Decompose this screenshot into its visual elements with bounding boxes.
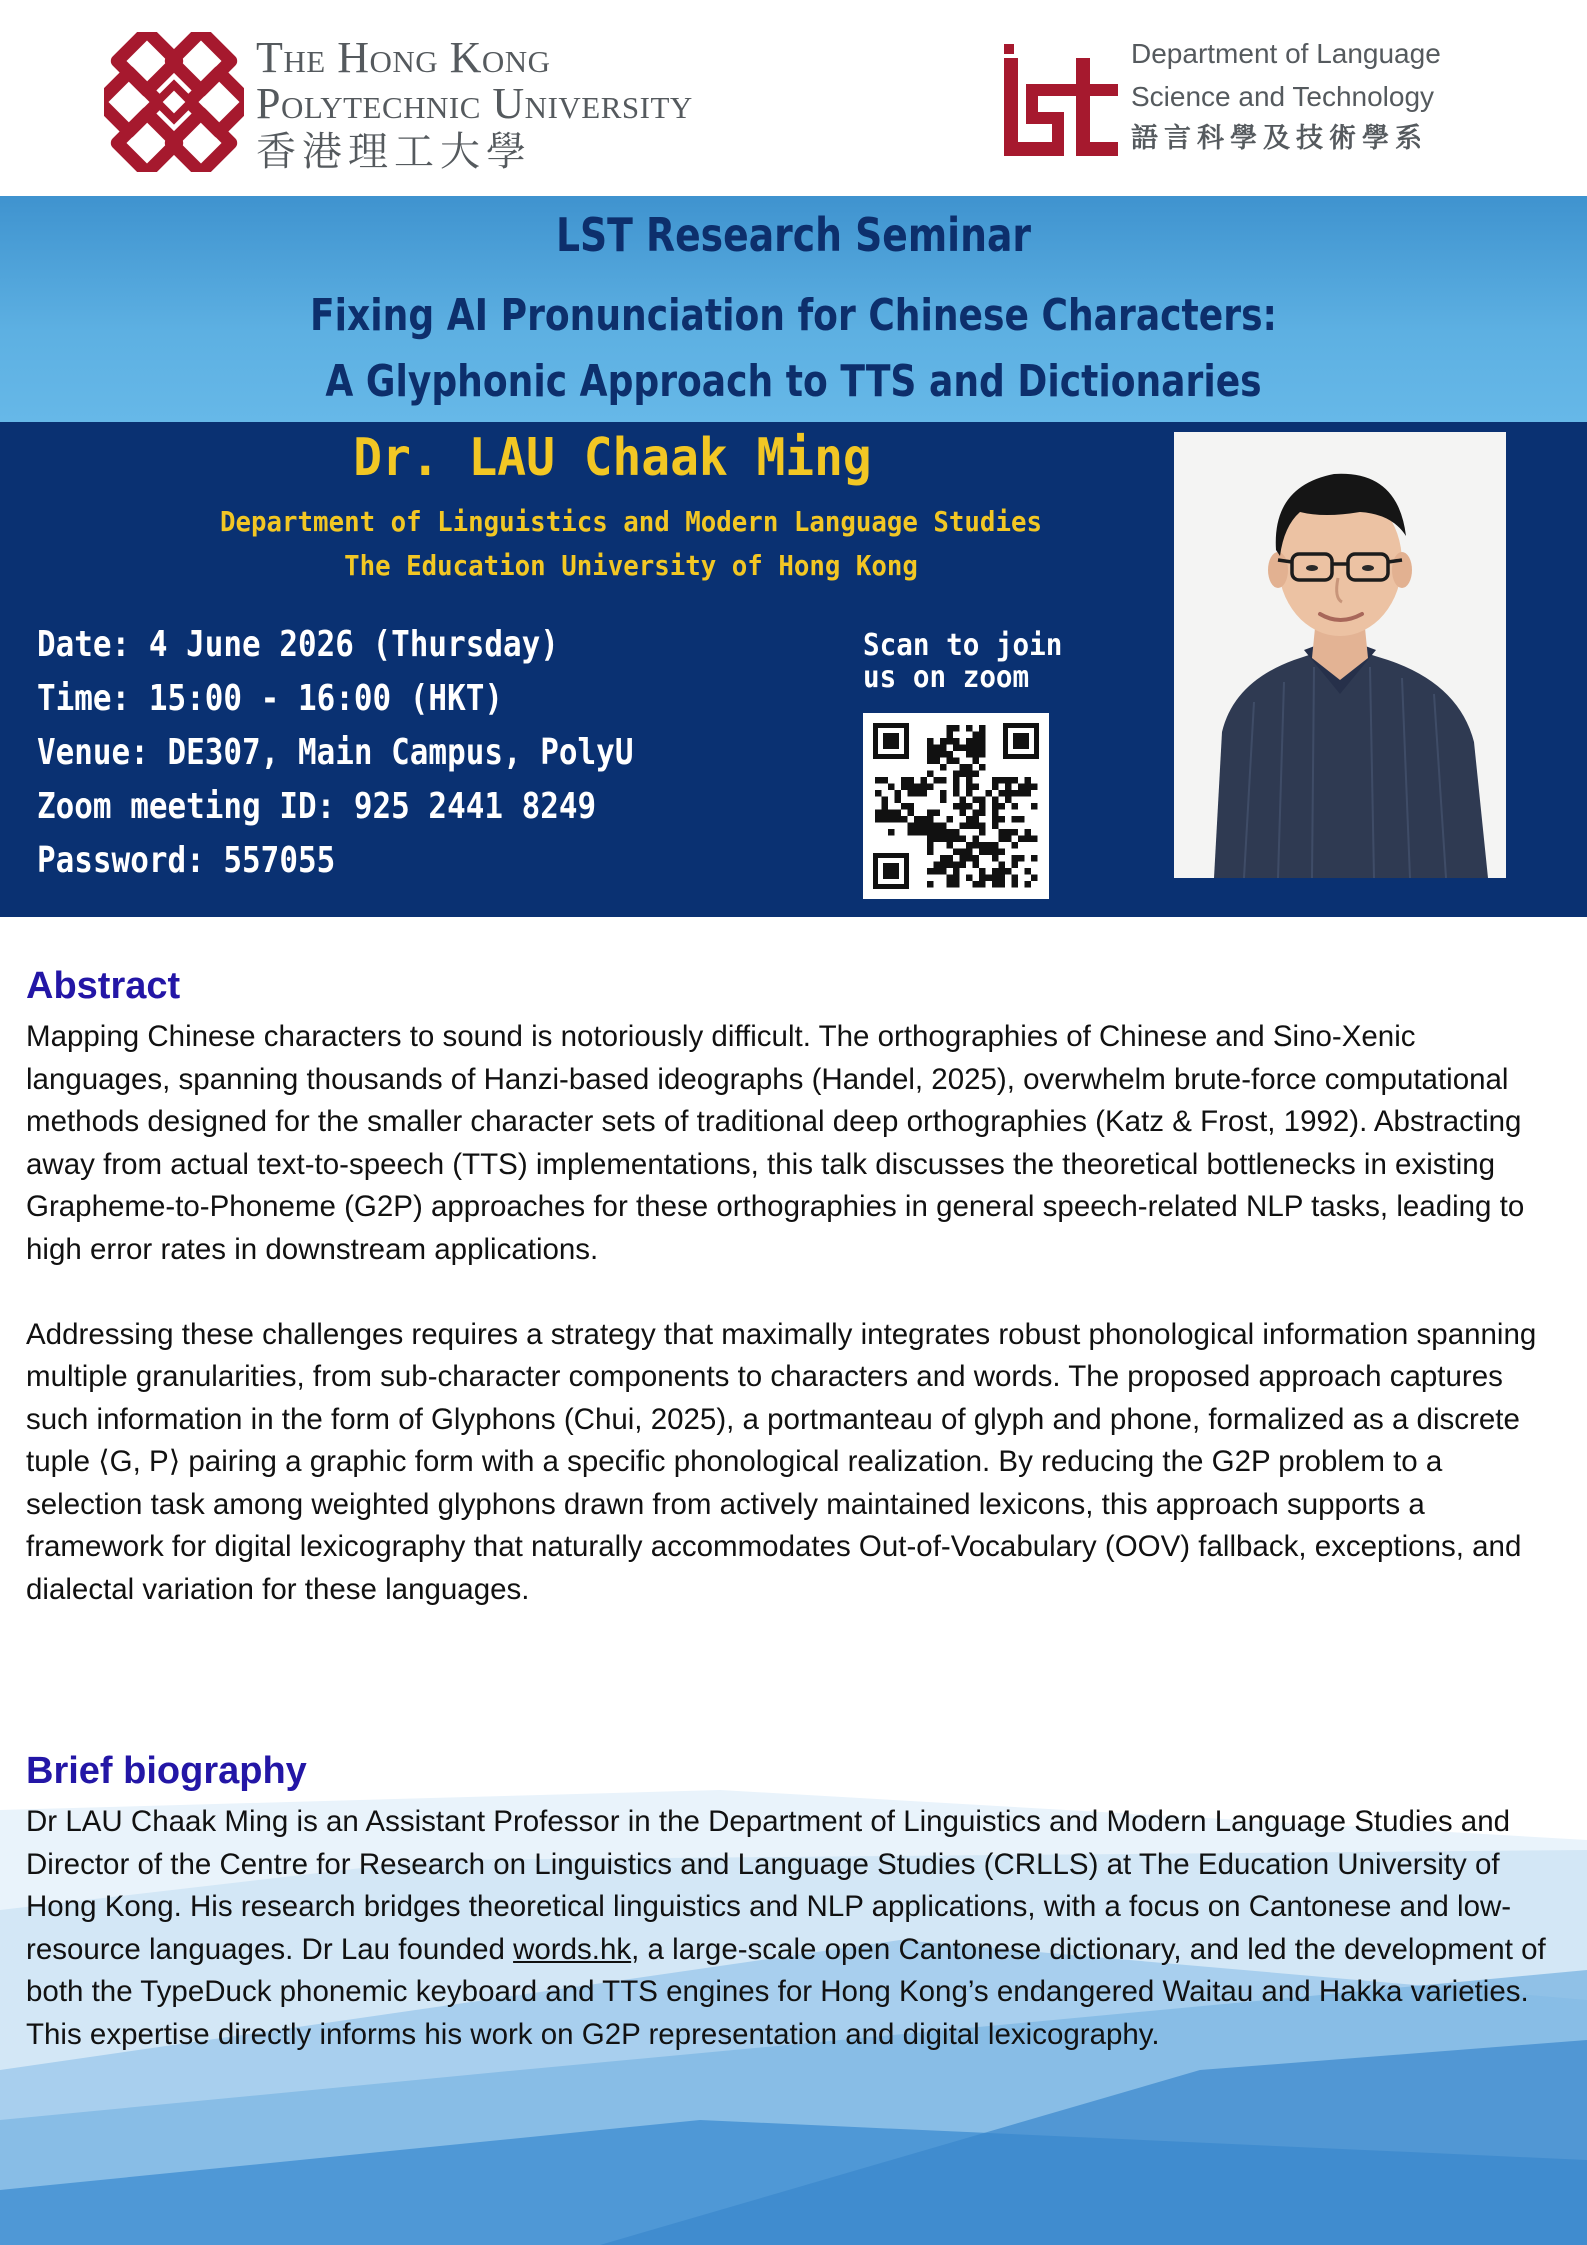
biography-heading: Brief biography: [26, 1750, 307, 1792]
words-hk-link[interactable]: words.hk: [513, 1932, 632, 1966]
university-name-line1: The Hong Kong: [256, 33, 551, 82]
abstract-heading: Abstract: [26, 965, 181, 1007]
event-zoom-id: Zoom meeting ID: 925 2441 8249: [37, 786, 597, 827]
department-name-line1: Department of Language: [1131, 38, 1441, 69]
scan-instruction-line2: us on zoom: [863, 660, 1030, 695]
talk-title-line1: Fixing AI Pronunciation for Chinese Characters:: [310, 290, 1277, 341]
event-password: Password: 557055: [37, 840, 336, 881]
biography-text: [26, 1801, 1566, 2056]
seminar-label: LST Research Seminar: [555, 208, 1032, 262]
scan-instruction-line1: Scan to join: [863, 628, 1063, 663]
lst-logo-icon: [1000, 44, 1118, 158]
speaker-affiliation-line1: Department of Linguistics and Modern Language Studies: [220, 505, 1042, 538]
abstract-paragraph-1: Mapping Chinese characters to sound is notoriously difficult. The orthographies of Chinese and Sino-Xenic languages, spanning thousands of Hanzi-based ideographs (Handel, 2025), overwhelm brute-force computational methods designed for the smaller character sets of traditional deep orthographies (Katz & Frost, 1992). Abstracting away from actual text-to-speech (TTS) implementations, this talk discusses the theoretical bottlenecks in existing Grapheme-to-Phoneme (G2P) approaches for these orthographies in general speech-related NLP tasks, leading to high error rates in downstream applications.: [26, 1020, 1525, 1266]
department-name-chinese: 語言科學及技術學系: [1131, 123, 1428, 154]
speaker-photo: [1174, 432, 1506, 878]
biography-text-part2: , a large-scale open Cantonese dictionary, and led the development of both the TypeDuck phonemic keyboard and TTS engines for Hong Kong’s endangered Waitau and Hakka varieties. This expertise directly informs his work on G2P representation and digital lexicography.: [26, 1932, 1546, 2051]
speaker-affiliation-line2: The Education University of Hong Kong: [344, 549, 918, 582]
university-name: [256, 33, 693, 175]
biography-text-part1: Dr LAU Chaak Ming is an Assistant Professor in the Department of Linguistics and Modern Language Studies and Director of the Centre for Research on Linguistics and Language Studies (CRLLS) at The Education University of Hong Kong. His research bridges theoretical linguistics and NLP applications, with a focus on Cantonese and low-resource languages. Dr Lau founded: [26, 1805, 1512, 1966]
university-name-chinese: 香港理工大學: [256, 129, 532, 175]
scan-instruction: [863, 630, 1062, 694]
speaker-name: Dr. LAU Chaak Ming: [353, 428, 872, 488]
department-name-line2: Science and Technology: [1131, 81, 1435, 112]
talk-title-line2: A Glyphonic Approach to TTS and Dictionaries: [325, 356, 1262, 407]
abstract-text: [26, 1016, 1566, 1611]
polyu-logo-icon: [104, 32, 244, 172]
event-venue: Venue: DE307, Main Campus, PolyU: [37, 732, 634, 773]
event-time: Time: 15:00 - 16:00 (HKT): [37, 678, 503, 719]
department-name: [1131, 40, 1441, 152]
abstract-paragraph-2: Addressing these challenges requires a strategy that maximally integrates robust phonological information spanning multiple granularities, from sub-character components to characters and words. The proposed approach captures such information in the form of Glyphons (Chui, 2025), a portmanteau of glyph and phone, formalized as a discrete tuple ⟨G, P⟩ pairing a graphic form with a specific phonological realization. By reducing the G2P problem to a selection task among weighted glyphons drawn from actively maintained lexicons, this approach supports a framework for digital lexicography that naturally accommodates Out-of-Vocabulary (OOV) fallback, exceptions, and dialectal variation for these languages.: [26, 1317, 1537, 1606]
university-name-line2: Polytechnic University: [256, 79, 693, 128]
event-date: Date: 4 June 2026 (Thursday): [37, 624, 559, 665]
zoom-qr-code-icon[interactable]: [863, 713, 1049, 899]
